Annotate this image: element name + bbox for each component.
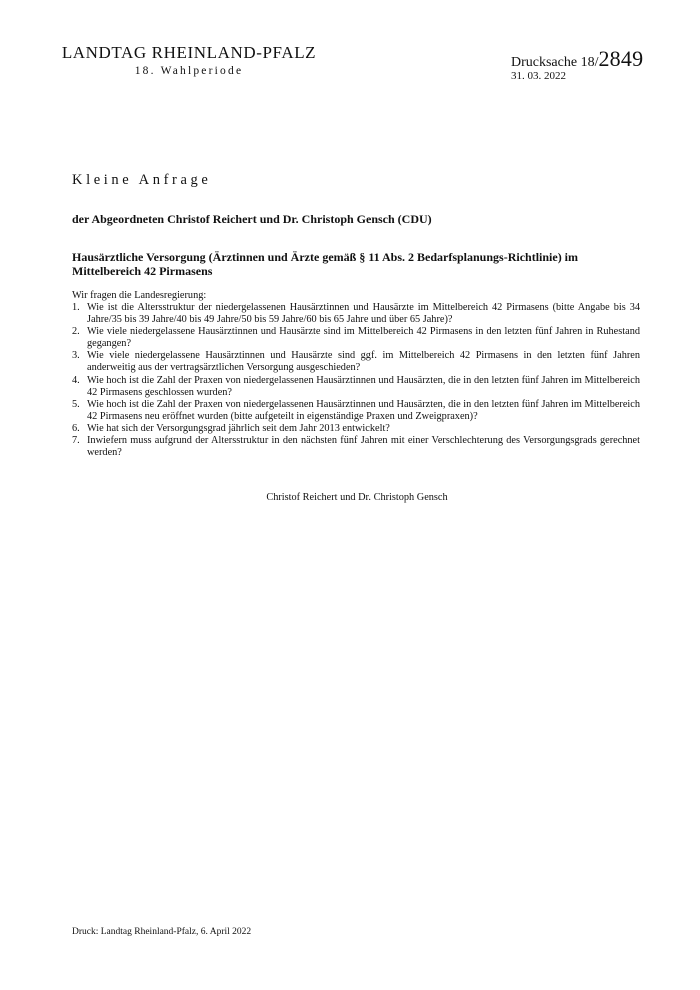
question-text: Wie hat sich der Versorgungsgrad jährlich seit dem Jahr 2013 entwickelt? [87, 422, 390, 434]
question-number: 3. [72, 350, 80, 362]
question-number: 5. [72, 398, 80, 410]
document-authors: der Abgeordneten Christof Reichert und Dr. Christoph Gensch (CDU) [72, 212, 432, 226]
questions-intro: Wir fragen die Landesregierung: [72, 290, 207, 301]
question-item [72, 399, 640, 423]
document-subject: Hausärztliche Versorgung (Ärztinnen und Ärzte gemäß § 11 Abs. 2 Bedarfsplanungs-Richtlinie) im Mittelbereich 42 Pirmasens [72, 250, 579, 278]
question-text: Wie ist die Altersstruktur der niedergelassenen Hausärztinnen und Hausärzte im Mittelbereich 42 Pirmasens (bitte Angabe bis 34 Jahre/35 bis 39 Jahre/40 bis 49 Jahre/50 bis 59 Jahre/60 bis 65 Jahre und über 65 Jahre)? [87, 302, 640, 326]
drucksache-reference [511, 46, 643, 72]
question-item [72, 302, 640, 326]
parliament-name: LANDTAG RHEINLAND-PFALZ [61, 43, 317, 62]
question-number: 6. [72, 422, 80, 434]
print-note: Druck: Landtag Rheinland-Pfalz, 6. April 2022 [72, 927, 252, 937]
question-number: 4. [72, 374, 80, 386]
question-item [72, 435, 640, 459]
question-number: 1. [72, 302, 80, 313]
question-item [72, 326, 640, 350]
signature: Christof Reichert und Dr. Christoph Gensch [266, 492, 448, 503]
document-date: 31. 03. 2022 [511, 70, 566, 82]
questions-list [72, 302, 640, 459]
legislative-period: 18. Wahlperiode [134, 65, 244, 77]
question-text: Wie hoch ist die Zahl der Praxen von niedergelassenen Hausärztinnen und Hausärzten, die in den letzten fünf Jahren im Mittelbereich 42 Pirmasens neu eröffnet wurden (bitte aufgeteilt in eigenständige Praxen und Zweigpraxen)? [87, 398, 640, 422]
drucksache-label: Drucksache 18/ [511, 55, 599, 70]
drucksache-number: 2849 [598, 46, 644, 71]
question-number: 2. [72, 326, 80, 338]
document-type: Kleine Anfrage [72, 172, 212, 188]
question-item [72, 423, 640, 435]
question-text: Wie viele niedergelassene Hausärztinnen und Hausärzte sind im Mittelbereich 42 Pirmasens in den letzten fünf Jahren in Ruhestand gegangen? [87, 326, 640, 350]
question-text: Wie viele niedergelassene Hausärztinnen und Hausärzte sind ggf. im Mittelbereich 42 Pirmasens in den letzten fünf Jahren anderweitig aus der vertragsärztlichen Versorgung ausgeschieden? [87, 350, 640, 374]
question-text: Inwiefern muss aufgrund der Altersstruktur in den nächsten fünf Jahren mit einer Verschlechterung des Versorgungsgrads gerechnet werden? [87, 435, 640, 459]
question-item [72, 375, 640, 399]
question-number: 7. [72, 435, 80, 447]
question-text: Wie hoch ist die Zahl der Praxen von niedergelassenen Hausärztinnen und Hausärzten, die in den letzten fünf Jahren im Mittelbereich 42 Pirmasens geschlossen wurden? [87, 374, 640, 398]
question-item [72, 350, 640, 374]
